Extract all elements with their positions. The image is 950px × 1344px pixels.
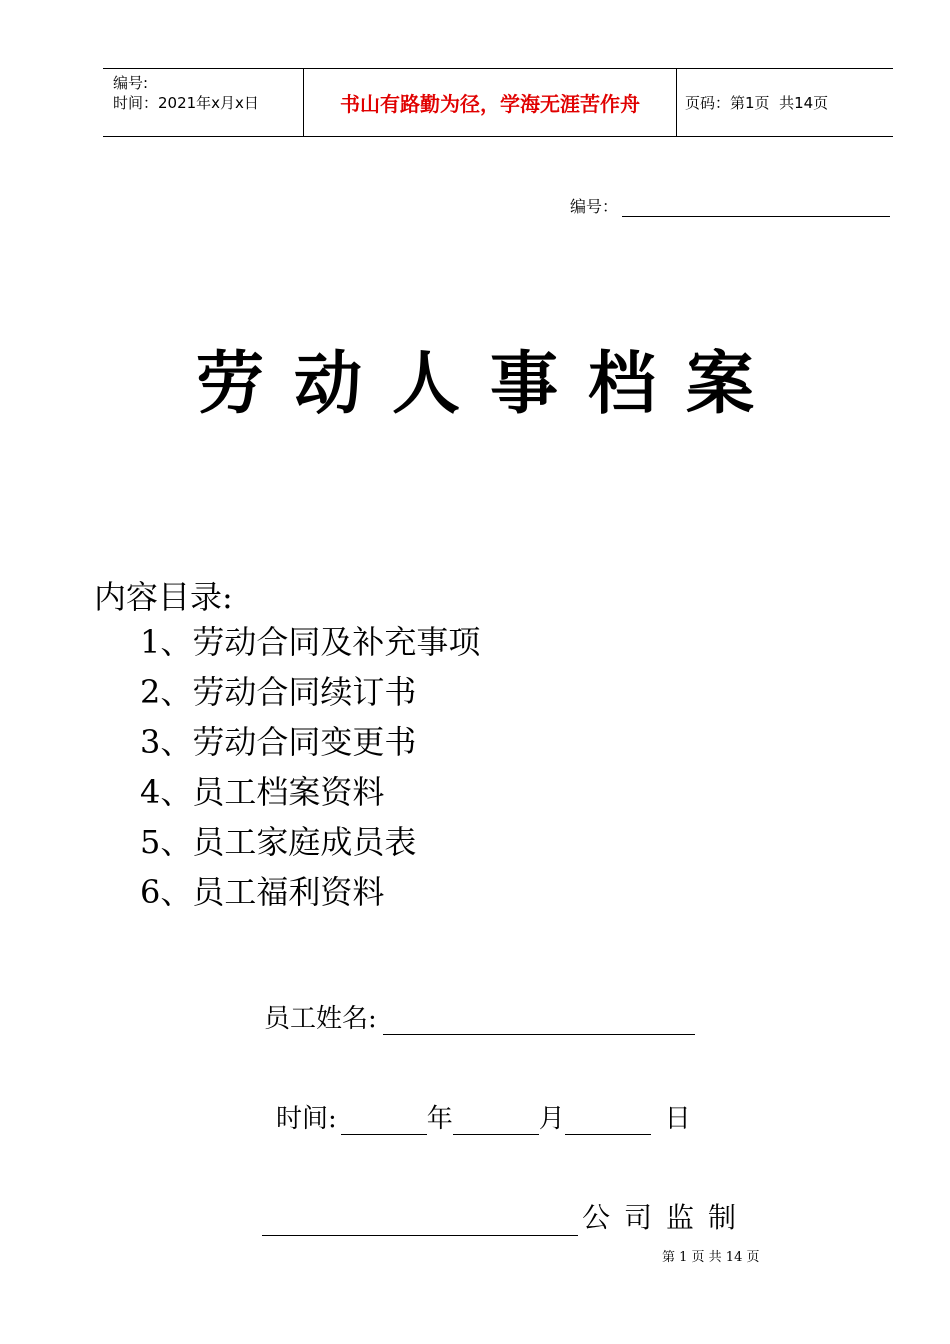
day-label: 日 [664, 1104, 691, 1134]
header-motto-cell [304, 69, 677, 136]
day-blank[interactable] [565, 1104, 651, 1135]
employee-name-blank[interactable] [383, 1004, 695, 1035]
company-suffix: 公司监制 [582, 1201, 751, 1234]
toc-heading: 内容目录: [94, 578, 233, 616]
page-footer: 第 1 页 共 14 页 [662, 1250, 760, 1265]
year-label: 年 [426, 1104, 453, 1134]
company-field [262, 1196, 750, 1236]
toc-item: 5、员工家庭成员表 [140, 823, 417, 861]
toc-item: 1、劳动合同及补充事项 [140, 623, 481, 661]
toc-item: 4、员工档案资料 [140, 773, 385, 811]
header-time-label: 时间：2021年x月x日 [113, 94, 259, 112]
serial-number-blank[interactable] [622, 198, 890, 217]
header-serial-label: 编号: [113, 74, 149, 92]
toc-item: 3、劳动合同变更书 [140, 723, 417, 761]
date-field [276, 1098, 691, 1135]
month-label: 月 [538, 1104, 565, 1134]
company-name-blank[interactable] [262, 1203, 578, 1236]
header-page-info: 页码：第1页 共14页 [685, 94, 829, 112]
serial-number-label: 编号： [570, 197, 619, 216]
employee-name-label: 员工姓名: [264, 1004, 377, 1034]
header-motto: 书山有路勤为径，学海无涯苦作舟 [340, 92, 640, 116]
toc-list [140, 620, 480, 920]
toc-item: 2、劳动合同续订书 [140, 673, 417, 711]
document-title: 劳动人事档案 [195, 345, 784, 424]
year-blank[interactable] [341, 1104, 427, 1135]
toc-item: 6、员工福利资料 [140, 873, 385, 911]
date-label: 时间: [276, 1104, 337, 1134]
header-left-cell [103, 69, 304, 136]
serial-number-field [570, 194, 890, 217]
month-blank[interactable] [453, 1104, 539, 1135]
header-page-cell [677, 69, 893, 136]
page-header [103, 68, 893, 137]
employee-name-field [264, 998, 695, 1035]
